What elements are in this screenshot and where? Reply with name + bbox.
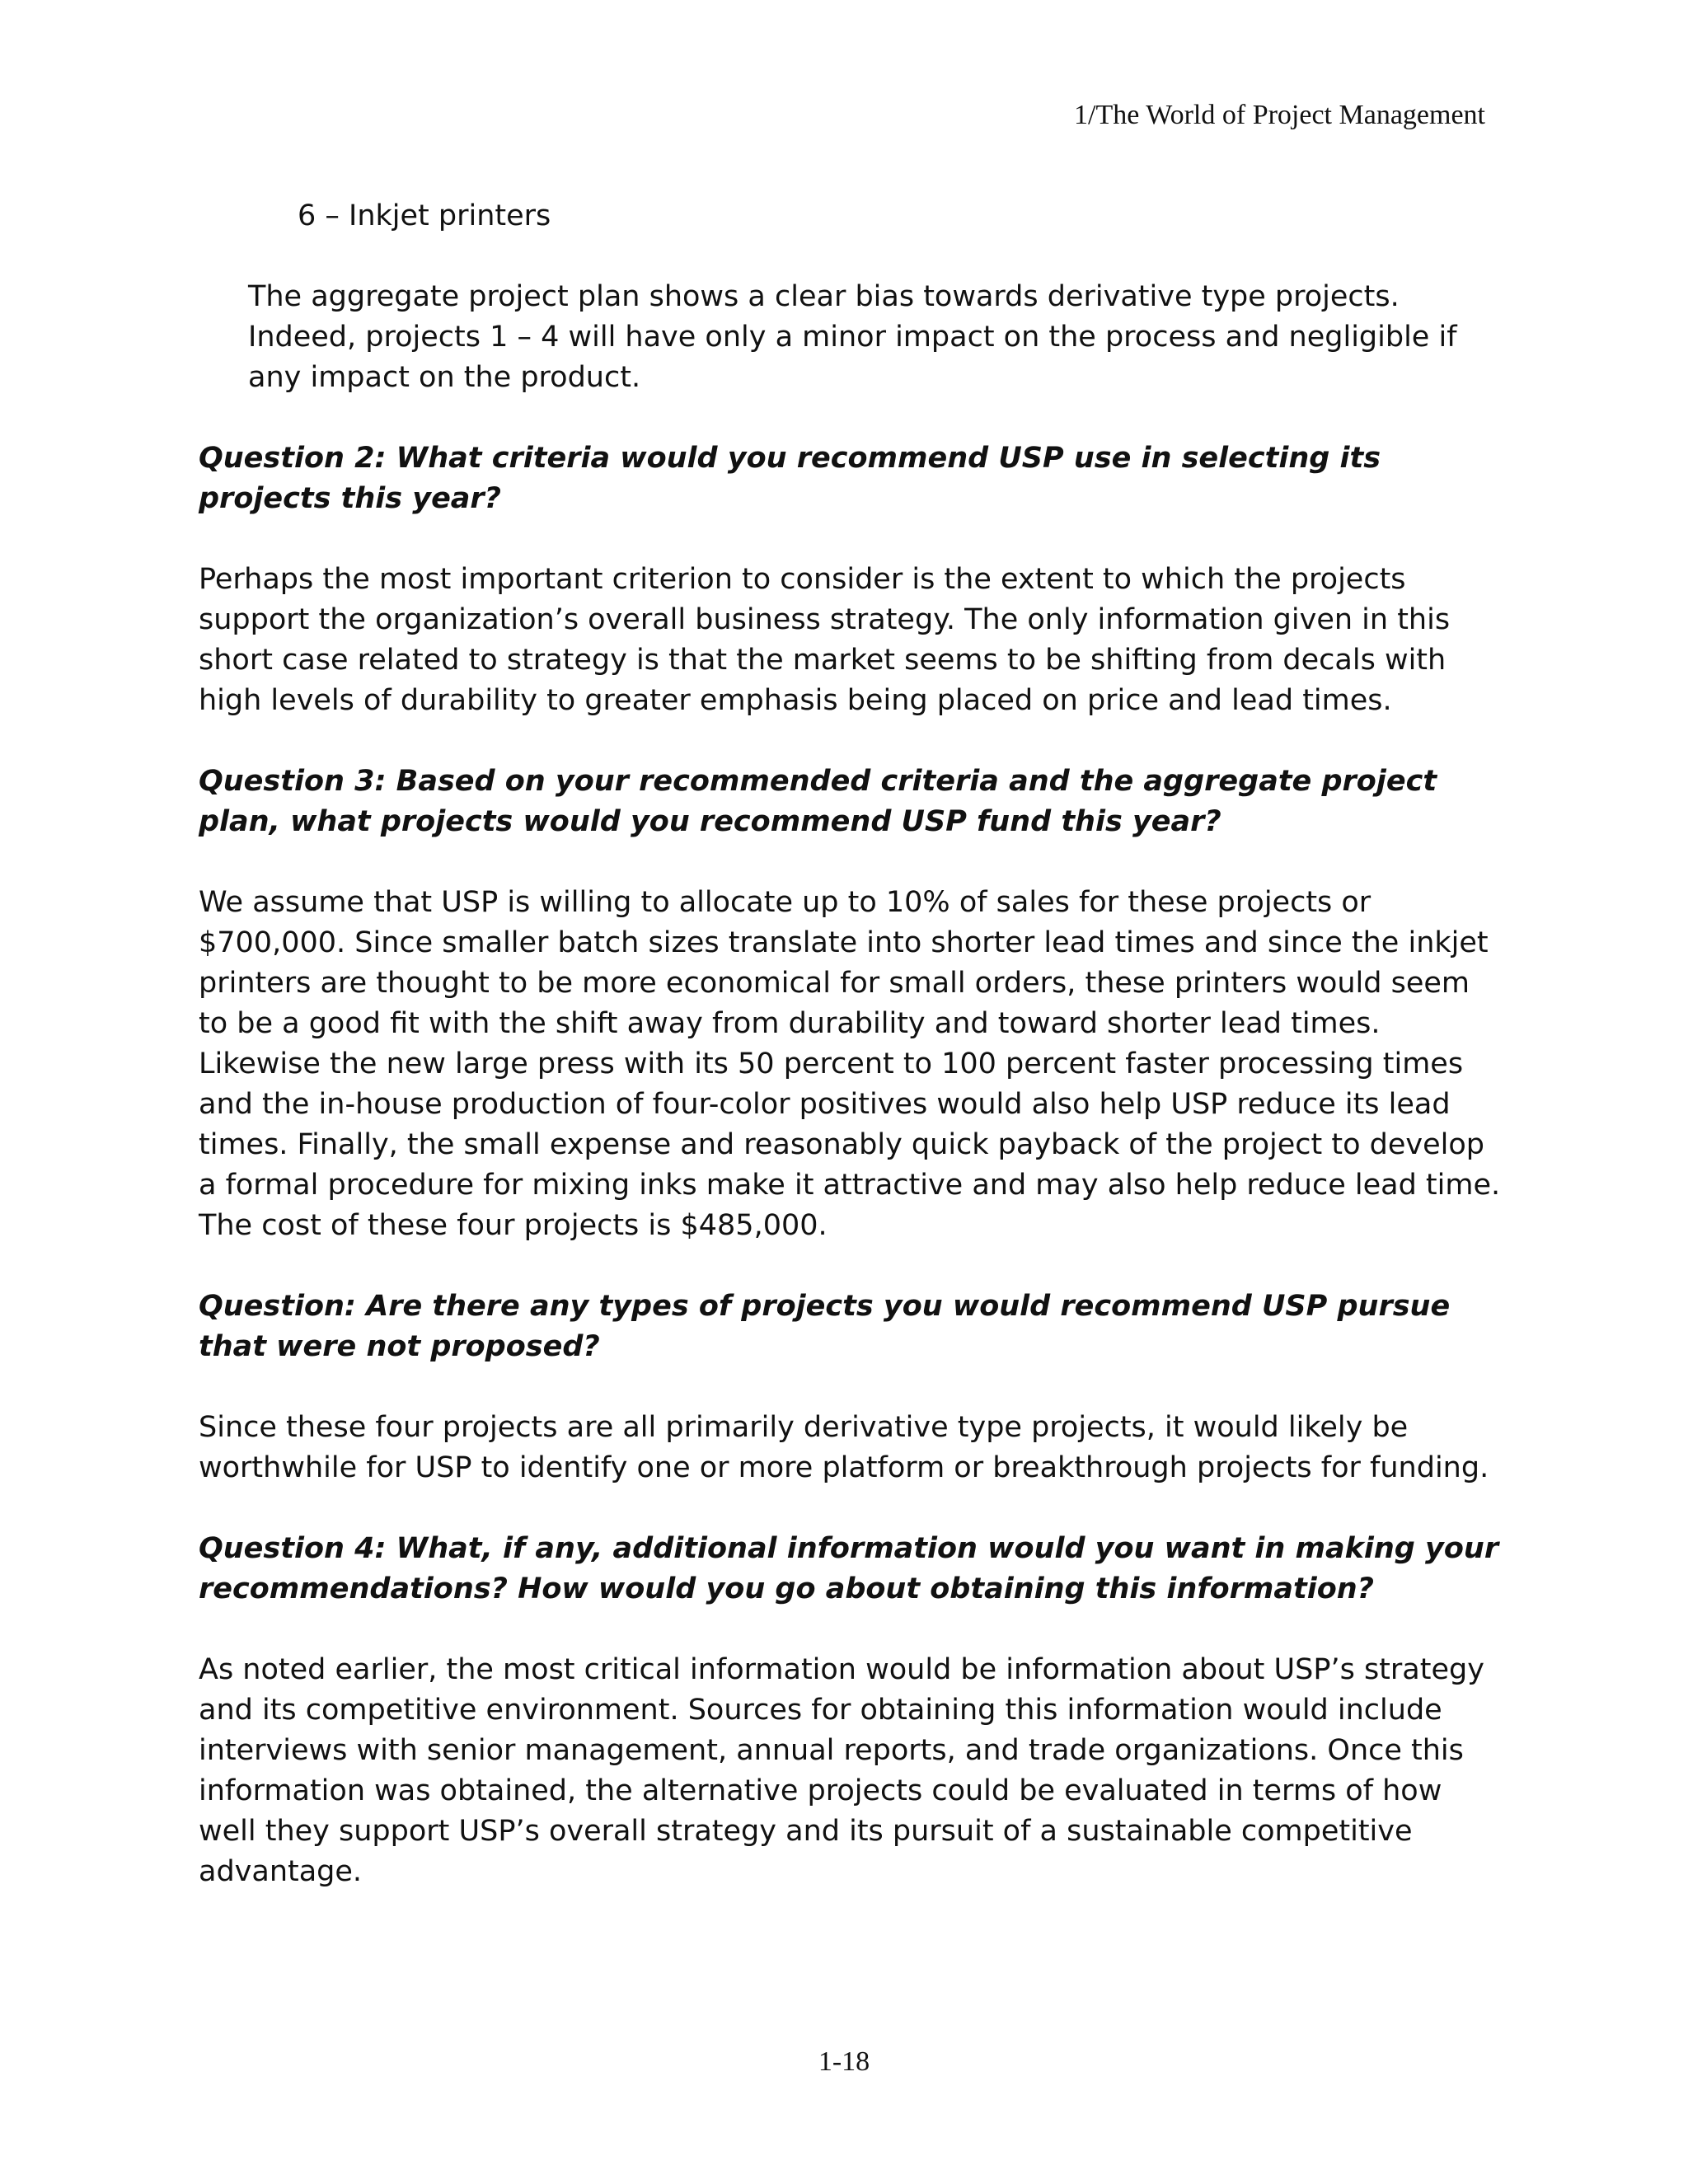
question-4-heading: Question 4: What, if any, additional information would you want in making your recommendations? How would you go about obtaining this information? <box>199 1532 1499 1605</box>
page-number: 1-18 <box>818 2046 870 2077</box>
running-header: 1/The World of Project Management <box>1074 100 1485 130</box>
question-extra-answer: Since these four projects are all primarily derivative type projects, it would likely be worthwhile for USP to identify one or more platform or breakthrough projects for funding. <box>199 1411 1489 1484</box>
question-extra-heading: Question: Are there any types of projects you would recommend USP pursue that were not proposed? <box>199 1290 1451 1363</box>
intro-paragraph: The aggregate project plan shows a clear bias towards derivative type projects. Indeed, projects 1 – 4 will have only a minor impact on the process and negligible if any impact on the product. <box>248 280 1457 394</box>
question-3-answer: We assume that USP is willing to allocate up to 10% of sales for these projects or $700,000. Since smaller batch sizes translate into shorter lead times and since the inkjet printers are thought to be more economical for small orders, these printers would seem to be a good fit with the shift away from durability and toward shorter lead times. Likewise the new large press with its 50 percent to 100 percent faster processing times and the in-house production of four-color positives would also help USP reduce its lead times. Finally, the small expense and reasonably quick payback of the project to develop a formal procedure for mixing inks make it attractive and may also help reduce lead time. The cost of these four projects is $485,000. <box>199 886 1501 1242</box>
question-3-heading: Question 3: Based on your recommended criteria and the aggregate project plan, what projects would you recommend USP fund this year? <box>199 765 1437 838</box>
question-2-answer: Perhaps the most important criterion to consider is the extent to which the projects support the organization’s overall business strategy. The only information given in this short case related to strategy is that the market seems to be shifting from decals with high levels of durability to greater emphasis being placed on price and lead times. <box>199 563 1451 717</box>
question-2-heading: Question 2: What criteria would you recommend USP use in selecting its projects this year? <box>199 442 1381 515</box>
list-item-inkjet-printers: 6 – Inkjet printers <box>298 199 551 232</box>
question-4-answer: As noted earlier, the most critical information would be information about USP’s strategy and its competitive environment. Sources for obtaining this information would include interviews with senior management, annual reports, and trade organizations. Once this information was obtained, the alternative projects could be evaluated in terms of how well they support USP’s overall strategy and its pursuit of a sustainable competitive advantage. <box>199 1653 1484 1888</box>
page-content <box>199 196 1501 1933</box>
